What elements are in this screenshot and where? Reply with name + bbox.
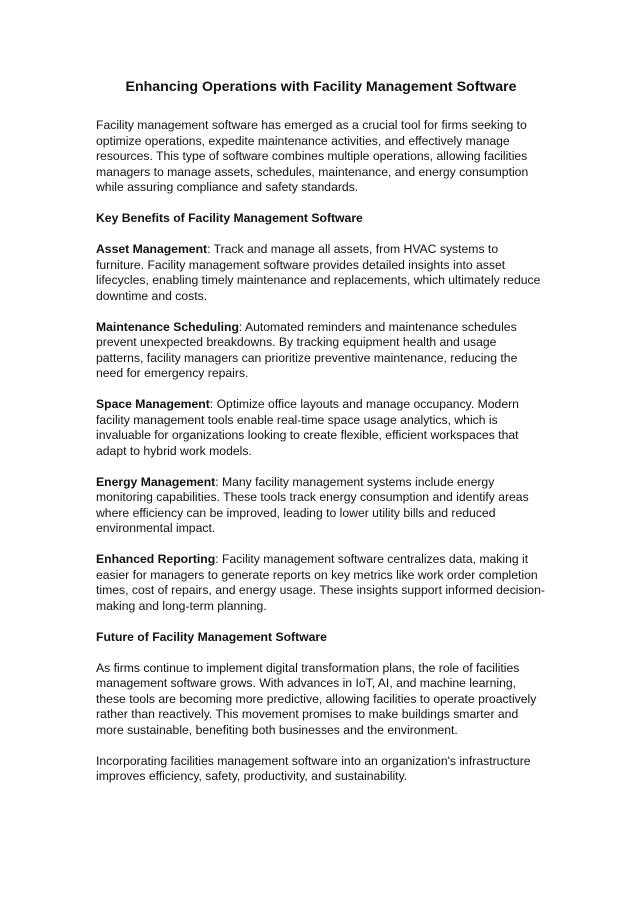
benefit-text: : Track and manage all assets, from HVAC systems to furniture. Facility management software provides detailed insights into asset lifecycles, enabling timely maintenance and replacements, which ultimately reduce downtime and costs. xyxy=(96,242,541,303)
future-heading: Future of Facility Management Software xyxy=(96,629,327,644)
benefit-text: : Automated reminders and maintenance schedules prevent unexpected breakdowns. By tracking equipment health and usage patterns, facility managers can prioritize preventive maintenance, reducing the need for emergency repairs. xyxy=(96,319,518,380)
benefit-asset-management xyxy=(96,242,546,304)
benefit-space-management xyxy=(96,397,546,459)
benefit-energy-management xyxy=(96,475,546,537)
benefit-term: Maintenance Scheduling xyxy=(96,319,239,334)
benefit-term: Energy Management xyxy=(96,474,216,489)
benefit-text: : Many facility management systems include energy monitoring capabilities. These tools track energy consumption and identify areas where efficiency can be improved, leading to lower utility bills and reduced environmental impact. xyxy=(96,474,529,535)
document-page xyxy=(96,78,546,800)
benefit-enhanced-reporting xyxy=(96,552,546,614)
benefit-term: Asset Management xyxy=(96,242,208,256)
benefit-term: Space Management xyxy=(96,397,210,411)
benefit-maintenance-scheduling xyxy=(96,320,546,382)
future-paragraph: As firms continue to implement digital transformation plans, the role of facilities management software grows. With advances in IoT, AI, and machine learning, these tools are becoming more predictive, allowing facilities to operate proactively rather than reactively. This movement promises to make buildings smarter and more sustainable, benefiting both businesses and the environment. xyxy=(96,660,537,737)
benefit-text: : Optimize office layouts and manage occupancy. Modern facility management tools enable real-time space usage analytics, which is invaluable for organizations looking to create flexible, efficient workspaces that adapt to hybrid work models. xyxy=(96,397,519,458)
benefit-text: : Facility management software centralizes data, making it easier for managers to generate reports on key metrics like work order completion times, cost of repairs, and energy usage. These insights support informed decision-making and long-term planning. xyxy=(96,552,545,613)
benefits-heading: Key Benefits of Facility Management Software xyxy=(96,211,363,225)
intro-paragraph: Facility management software has emerged as a crucial tool for firms seeking to optimize operations, expedite maintenance activities, and effectively manage resources. This type of software combines multiple operations, allowing facilities managers to manage assets, schedules, maintenance, and energy consumption while assuring compliance and safety standards. xyxy=(96,118,529,194)
document-title: Enhancing Operations with Facility Management Software xyxy=(125,79,517,95)
benefit-term: Enhanced Reporting xyxy=(96,552,216,566)
conclusion-paragraph: Incorporating facilities management software into an organization's infrastructure improves efficiency, safety, productivity, and sustainability. xyxy=(96,753,531,783)
